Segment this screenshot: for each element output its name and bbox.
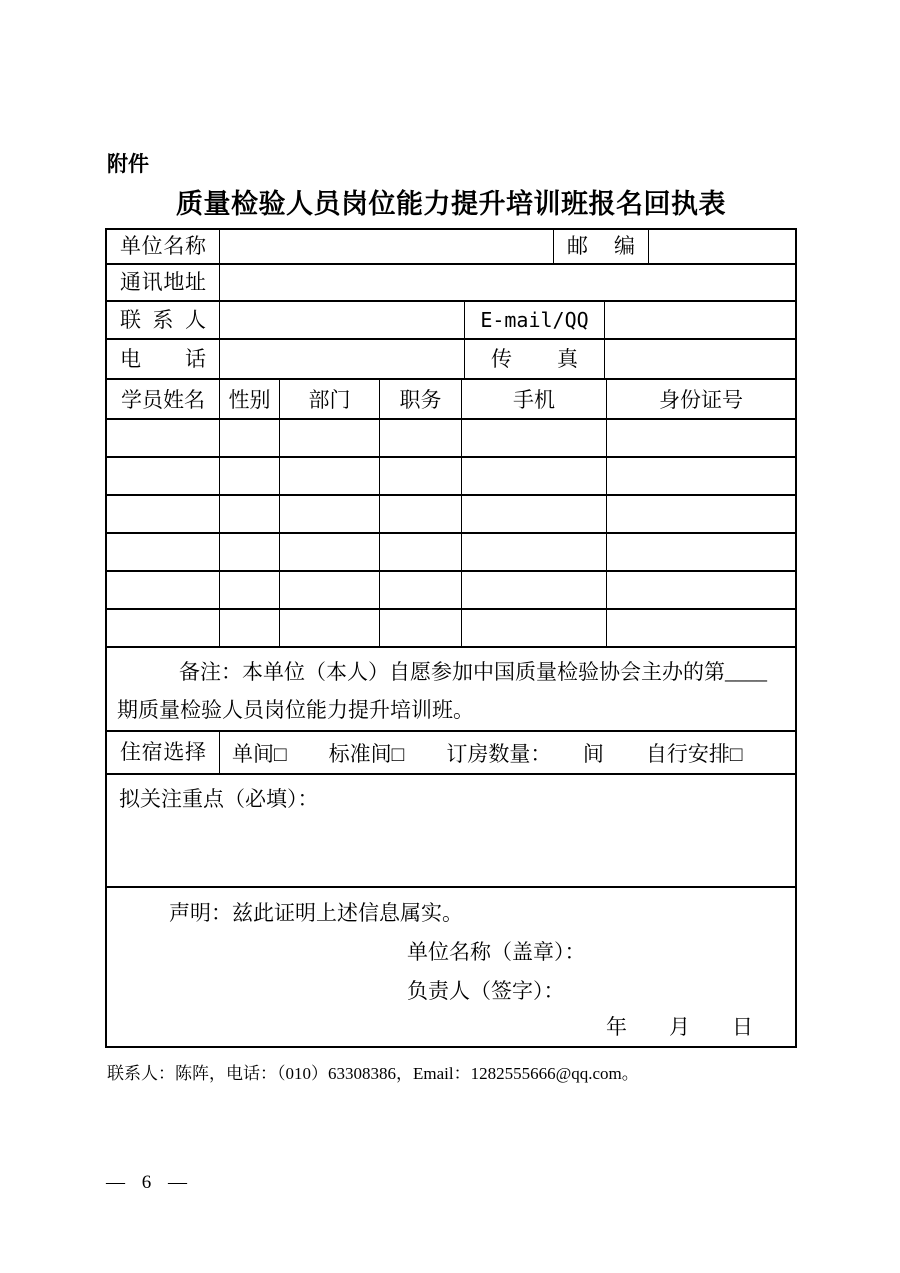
roster-cell: [462, 496, 607, 532]
roster-cell: [607, 610, 795, 646]
roster-cell: [462, 610, 607, 646]
unit-name-row: [107, 230, 795, 265]
attachment-label: 附件: [107, 153, 149, 176]
fax-label: 传真: [465, 340, 605, 378]
email-qq-fill-cell: [605, 302, 795, 338]
roster-cell: [607, 496, 795, 532]
roster-cell: [280, 534, 380, 570]
signer-label: 负责人（签字）：: [407, 979, 565, 1003]
contact-row: [107, 302, 795, 340]
address-label: 通讯地址: [107, 265, 220, 300]
roster-cell: [280, 458, 380, 494]
roster-cell: [107, 572, 220, 608]
email-qq-label: E-mail/QQ: [465, 302, 605, 338]
roster-cell: [220, 496, 280, 532]
roster-header-row: [107, 380, 795, 420]
contact-person-fill-cell: [220, 302, 465, 338]
roster-header-position: 职务: [380, 380, 462, 418]
unit-seal-label: 单位名称（盖章）：: [407, 940, 586, 964]
roster-cell: [220, 572, 280, 608]
roster-header-gender: 性别: [220, 380, 280, 418]
roster-cell: [462, 572, 607, 608]
roster-cell: [280, 496, 380, 532]
roster-cell: [380, 610, 462, 646]
roster-cell: [107, 420, 220, 456]
roster-cell: [462, 534, 607, 570]
roster-empty-row: [107, 420, 795, 458]
roster-cell: [107, 458, 220, 494]
roster-empty-row: [107, 572, 795, 610]
focus-label: 拟关注重点（必填）：: [119, 787, 319, 811]
declaration-row: [107, 888, 795, 1046]
accommodation-options: 单间□ 标准间□ 订房数量： 间 自行安排□: [232, 741, 743, 766]
date-line: 年 月 日: [606, 1015, 753, 1039]
roster-cell: [380, 496, 462, 532]
roster-cell: [607, 420, 795, 456]
roster-cell: [220, 458, 280, 494]
roster-cell: [462, 420, 607, 456]
roster-cell: [280, 610, 380, 646]
footer-contact-info: 联系人：陈阵，电话：（010）63308386，Email：1282555666@qq.com。: [107, 1064, 639, 1083]
roster-cell: [107, 534, 220, 570]
roster-empty-row: [107, 458, 795, 496]
contact-person-label: 联系人: [107, 302, 220, 338]
roster-header-department: 部门: [280, 380, 380, 418]
roster-empty-row: [107, 610, 795, 648]
accommodation-row: [107, 732, 795, 775]
roster-cell: [220, 420, 280, 456]
roster-cell: [607, 458, 795, 494]
phone-fill-cell: [220, 340, 465, 378]
roster-cell: [462, 458, 607, 494]
phone-row: [107, 340, 795, 380]
phone-label: 电话: [107, 340, 220, 378]
accommodation-label: 住宿选择: [107, 732, 220, 773]
registration-form-table: [105, 228, 797, 1048]
address-row: [107, 265, 795, 302]
roster-cell: [220, 610, 280, 646]
roster-cell: [280, 572, 380, 608]
roster-cell: [107, 610, 220, 646]
roster-header-mobile: 手机: [462, 380, 607, 418]
page-number: — 6 —: [106, 1172, 193, 1193]
remark-row: [107, 648, 795, 732]
fax-fill-cell: [605, 340, 795, 378]
form-title: 质量检验人员岗位能力提升培训班报名回执表: [176, 189, 726, 219]
roster-cell: [380, 420, 462, 456]
postal-code-fill-cell: [649, 230, 795, 263]
focus-row: [107, 775, 795, 888]
unit-name-label: 单位名称: [107, 230, 220, 263]
address-fill-cell: [220, 265, 795, 300]
postal-code-label: 邮编: [554, 230, 649, 263]
roster-cell: [107, 496, 220, 532]
remark-text: 备注：本单位（本人）自愿参加中国质量检验协会主办的第____期质量检验人员岗位能力提升培训班。: [117, 660, 767, 722]
roster-empty-row: [107, 496, 795, 534]
roster-cell: [380, 534, 462, 570]
roster-empty-row: [107, 534, 795, 572]
roster-cell: [607, 534, 795, 570]
roster-cell: [280, 420, 380, 456]
roster-header-id-number: 身份证号: [659, 388, 743, 412]
roster-cell: [607, 572, 795, 608]
roster-cell: [380, 572, 462, 608]
declaration-block: [107, 888, 795, 1046]
unit-name-fill-cell: [220, 230, 554, 263]
roster-header-name: 学员姓名: [107, 380, 220, 418]
declaration-statement: 声明：兹此证明上述信息属实。: [169, 901, 463, 925]
roster-cell: [380, 458, 462, 494]
roster-cell: [220, 534, 280, 570]
